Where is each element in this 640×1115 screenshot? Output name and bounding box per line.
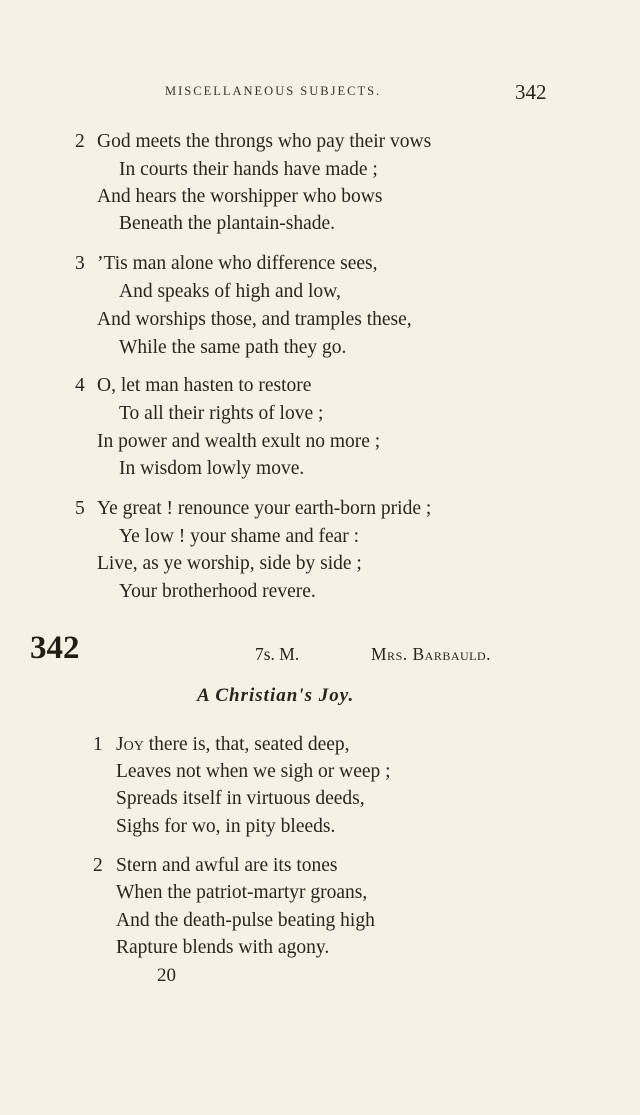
- stanza-number: 2: [75, 131, 85, 152]
- verse-line-first: [116, 733, 350, 757]
- hymn-title: A Christian's Joy.: [197, 685, 355, 706]
- verse-line: In power and wealth exult no more ;: [97, 431, 381, 452]
- verse-line: And hears the worshipper who bows: [97, 186, 383, 207]
- verse-line: Live, as ye worship, side by side ;: [97, 553, 362, 574]
- verse-line: In courts their hands have made ;: [119, 159, 378, 180]
- signature-mark: 20: [157, 965, 176, 986]
- hymn-author: Mrs. Barbauld.: [371, 644, 492, 664]
- hymn-meter: 7s. M.: [255, 644, 300, 664]
- verse-line: Ye great ! renounce your earth-born pride ;: [97, 498, 432, 519]
- verse-line-rest: there is, that, seated deep,: [143, 734, 350, 755]
- verse-line: Your brotherhood revere.: [119, 581, 316, 602]
- verse-line: ’Tis man alone who difference sees,: [97, 253, 378, 274]
- verse-line: And worships those, and tramples these,: [97, 309, 412, 330]
- verse-line: Ye low ! your shame and fear :: [119, 526, 360, 547]
- verse-line: When the patriot-martyr groans,: [116, 882, 368, 903]
- hymn-number: 342: [30, 630, 80, 666]
- verse-line: To all their rights of love ;: [119, 403, 324, 424]
- verse-line: Rapture blends with agony.: [116, 937, 330, 958]
- verse-line: Spreads itself in virtuous deeds,: [116, 788, 365, 809]
- verse-line: In wisdom lowly move.: [119, 458, 305, 479]
- first-word: Joy: [116, 734, 144, 755]
- verse-line: Beneath the plantain-shade.: [119, 213, 336, 234]
- verse-line: O, let man hasten to restore: [97, 375, 312, 396]
- verse-line: And speaks of high and low,: [119, 281, 341, 302]
- verse-line: Stern and awful are its tones: [116, 855, 338, 876]
- stanza-number: 5: [75, 498, 85, 519]
- stanza-number: 1: [93, 734, 103, 755]
- verse-line: While the same path they go.: [119, 337, 347, 358]
- running-head: MISCELLANEOUS SUBJECTS.: [165, 84, 382, 98]
- verse-line: God meets the throngs who pay their vows: [97, 131, 432, 152]
- verse-line: And the death-pulse beating high: [116, 910, 375, 931]
- verse-line: Sighs for wo, in pity bleeds.: [116, 816, 336, 837]
- verse-line: Leaves not when we sigh or weep ;: [116, 761, 391, 782]
- stanza-number: 4: [75, 375, 85, 396]
- stanza-number: 2: [93, 855, 103, 876]
- stanza-number: 3: [75, 253, 85, 274]
- page-number: 342: [515, 80, 547, 104]
